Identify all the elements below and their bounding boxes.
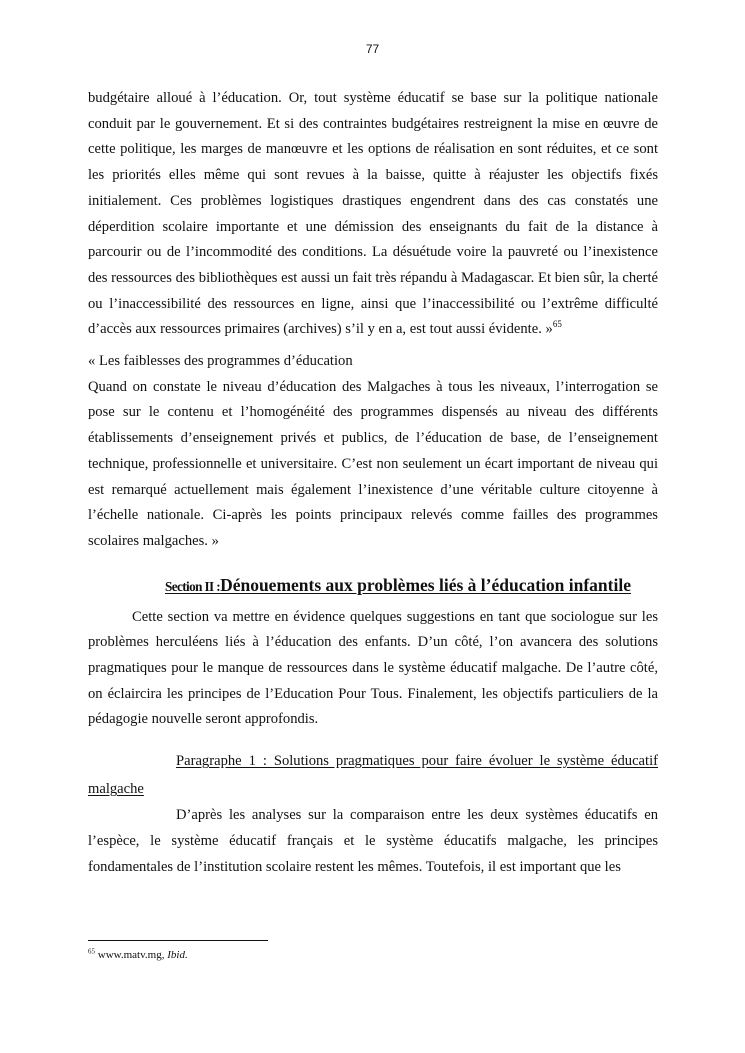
quote-block [88,349,658,555]
paragraph-heading-line1: Paragraphe 1 : Solutions pragmatiques pour faire évoluer le système éducatif [176,753,658,770]
quote-continuation-paragraph [88,86,658,343]
footnote-divider [88,940,268,941]
section-label: Section II : [164,578,221,594]
paragraph-heading-line2: malgache [88,781,144,798]
section-heading [88,571,658,601]
footnote-source: Ibid. [167,949,188,961]
section-title: Dénouements aux problèmes liés à l’éducation infantile [220,574,631,595]
footnote-text: www.matv.mg, [97,949,168,961]
paragraph-body: D’après les analyses sur la comparaison entre les deux systèmes éducatifs en l’espèce, le système éducatif français et le système éducatifs malgache, les principes fondamentales de l’institution scolaire restent les mêmes. Toutefois, il est important que les [88,807,658,875]
paragraph-heading [88,747,658,803]
page-body [88,86,658,880]
section-intro-paragraph: Cette section va mettre en évidence quelques suggestions en tant que sociologue sur les problèmes herculéens liés à l’éducation des enfants. D’un côté, l’on avancera des solutions pragmatiques pour le manque de ressources dans le système éducatif malgache. De l’autre côté, on éclaircira les principes de l’Education Pour Tous. Finalement, les objectifs particuliers de la pédagogie nouvelle seront approfondis. [88,608,658,728]
quote-continuation-text: budgétaire alloué à l’éducation. Or, tout système éducatif se base sur la politique nationale conduit par le gouvernement. Et si des contraintes budgétaires restreignent la mise en œuvre de cette politique, les marges de manœuvre et les options de réalisation en sont réduites, et ce sont les priorités elles même qui sont revues à la baisse, quitte à réajuster les objectifs fixés initialement. Ces problèmes logistiques drastiques engendrent dans des cas constatés une déperdition scolaire importante et une démission des enseignants du fait de la distance à parcourir ou de l’incommodité des conditions. La désuétude voire la pauvreté ou l’inexistence des ressources des bibliothèques est aussi un fait très répandu à Madagascar. Et bien sûr, la cherté ou l’inaccessibilité des ressources en ligne, ainsi que l’inaccessibilité ou l’extrême difficulté d’accès aux ressources primaires (archives) s’il y en a, est tout aussi évidente. » [88,90,658,338]
page-number: 77 [365,42,380,56]
quote-paragraph [88,349,658,555]
footnote-number: 65 [88,947,95,956]
quote-heading: « Les faiblesses des programmes d’éducation [88,353,353,370]
quote-text: Quand on constate le niveau d’éducation des Malgaches à tous les niveaux, l’interrogation se pose sur le contenu et l’homogénéité des programmes dispensés au niveau des différents établissements d’enseignement privés et publics, de l’éducation de base, de l’enseignement technique, professionnelle et universitaire. C’est non seulement un écart important de niveau qui est remarqué actuellement mais également l’inexistence d’une véritable culture citoyenne à l’échelle nationale. Ci-après les points principaux relevés comme failles des programmes scolaires malgaches. » [88,378,658,549]
footnote [88,947,658,963]
footnote-reference[interactable]: 65 [552,319,562,330]
